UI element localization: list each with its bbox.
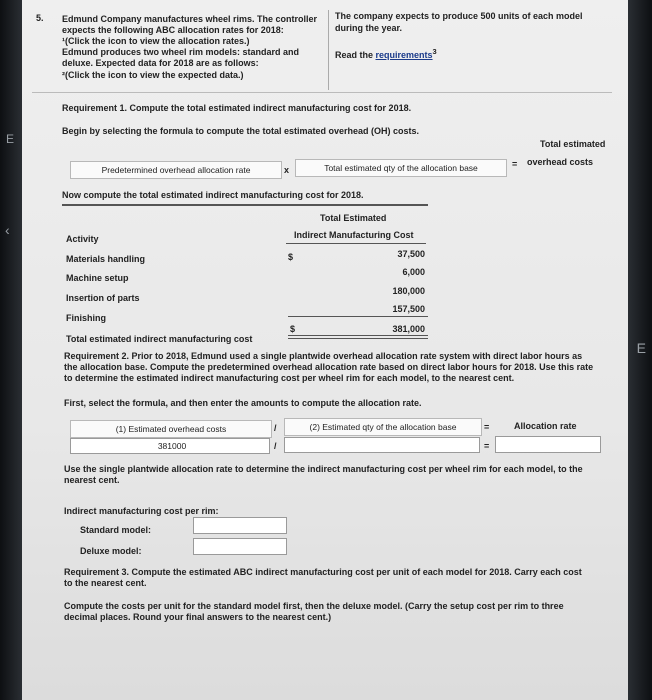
problem-text-line-1: Edmund Company manufactures wheel rims. The controller <box>62 14 318 24</box>
problem-number: 5. <box>36 13 44 23</box>
subtotal-rule <box>288 316 428 317</box>
req3-instruction-1: Compute the costs per unit for the standard model first, then the deluxe model. (Carry the setup cost per rim to three <box>64 601 564 611</box>
formula-box-rate[interactable]: Predetermined overhead allocation rate <box>70 161 282 179</box>
activity-header: Activity <box>66 234 99 244</box>
overhead-costs-input[interactable]: 381000 <box>70 438 270 454</box>
req2-text-line-3: to determine the estimated indirect manufacturing cost per wheel rim for each model, to the nearest cent. <box>64 373 515 383</box>
req3-text-line-1: Requirement 3. Compute the estimated ABC indirect manufacturing cost per unit of each model for 2018. Carry each cost <box>64 567 582 577</box>
problem-text-line-2: expects the following ABC allocation rates for 2018: <box>62 25 284 35</box>
deluxe-model-input[interactable] <box>193 538 287 555</box>
formula-op-equals-3: = <box>484 441 490 451</box>
row-label-finishing: Finishing <box>66 313 106 323</box>
req1-heading: Requirement 1. Compute the total estimated indirect manufacturing cost for 2018. <box>62 103 412 113</box>
row-currency-materials-handling: $ <box>288 252 294 262</box>
use-rate-text-2: nearest cent. <box>64 475 120 485</box>
row-label-materials-handling: Materials handling <box>66 254 146 264</box>
header-divider <box>328 10 329 90</box>
formula-box-qty[interactable]: Total estimated qty of the allocation base <box>295 159 507 177</box>
production-text-2: during the year. <box>335 23 403 33</box>
formula-op-divide-2: / <box>274 441 277 451</box>
standard-model-label: Standard model: <box>80 525 152 535</box>
row-value-materials-handling: 37,500 <box>397 249 425 259</box>
expected-data-link[interactable]: ²(Click the icon to view the expected data.) <box>62 70 244 80</box>
allocation-rate-label: Allocation rate <box>514 421 577 431</box>
requirements-link[interactable]: requirements <box>375 50 433 60</box>
production-text: The company expects to produce 500 units of each model <box>335 11 583 21</box>
per-rim-label: Indirect manufacturing cost per rim: <box>64 506 219 516</box>
homework-page <box>22 0 628 700</box>
row-label-insertion-of-parts: Insertion of parts <box>66 293 140 303</box>
deluxe-model-label: Deluxe model: <box>80 546 142 556</box>
req2-text-line-2: the allocation base. Compute the predetermined overhead allocation rate based on direct labor hours for 2018. Use this rate <box>64 362 594 372</box>
formula-result-line-2: overhead costs <box>527 157 594 167</box>
formula-box-overhead[interactable]: (1) Estimated overhead costs <box>70 420 272 438</box>
standard-model-input[interactable] <box>193 517 287 534</box>
now-compute-text: Now compute the total estimated indirect manufacturing cost for 2018. <box>62 190 364 200</box>
problem-text-line-4: Edmund produces two wheel rim models: standard and <box>62 47 300 57</box>
monitor-bezel-left <box>0 0 22 700</box>
row-value-machine-setup: 6,000 <box>402 267 425 277</box>
formula-op-divide: / <box>274 423 277 433</box>
formula-op-multiply: x <box>284 165 290 175</box>
use-rate-text-1: Use the single plantwide allocation rate to determine the indirect manufacturing cost per wheel rim for each model, to the <box>64 464 583 474</box>
col-header-2: Indirect Manufacturing Cost <box>294 230 414 240</box>
read-requirements-text: Read the requirements$^3$ <box>335 47 437 60</box>
allocation-rates-link[interactable]: ¹(Click the icon to view the allocation rates.) <box>62 36 250 46</box>
side-marker-e-right: E <box>636 340 646 356</box>
allocation-base-input[interactable] <box>284 437 480 453</box>
formula-result-line-1: Total estimated <box>540 139 606 149</box>
formula-op-equals-2: = <box>484 422 490 432</box>
chevron-left-icon: ‹ <box>5 222 10 238</box>
total-rule-1 <box>288 335 428 336</box>
req3-text-line-2: to the nearest cent. <box>64 578 147 588</box>
row-value-finishing: 157,500 <box>392 304 425 314</box>
problem-text-line-5: deluxe. Expected data for 2018 are as follows: <box>62 58 259 68</box>
formula-op-equals: = <box>512 159 518 169</box>
section-divider <box>32 92 612 93</box>
req3-instruction-2: decimal places. Round your final answers to the nearest cent.) <box>64 612 332 622</box>
total-rule-2 <box>288 338 428 339</box>
allocation-rate-input[interactable] <box>495 436 601 453</box>
row-label-machine-setup: Machine setup <box>66 273 129 283</box>
table-top-rule <box>62 204 428 206</box>
row-value-insertion-of-parts: 180,000 <box>392 286 425 296</box>
monitor-bezel-right <box>628 0 652 700</box>
total-currency: $ <box>290 324 296 334</box>
total-value: 381,000 <box>392 324 425 334</box>
req2-text-line-1: Requirement 2. Prior to 2018, Edmund used a single plantwide overhead allocation rate system with direct labor hours as <box>64 351 583 361</box>
req2-instruction: First, select the formula, and then enter the amounts to compute the allocation rate. <box>64 398 422 408</box>
side-marker-e: E <box>6 132 15 146</box>
total-label: Total estimated indirect manufacturing cost <box>66 334 253 344</box>
col-header-1: Total Estimated <box>320 213 387 223</box>
req1-instruction: Begin by selecting the formula to compute the total estimated overhead (OH) costs. <box>62 126 420 136</box>
formula-box-alloc-base[interactable]: (2) Estimated qty of the allocation base <box>284 418 482 436</box>
header-underline <box>286 243 426 244</box>
